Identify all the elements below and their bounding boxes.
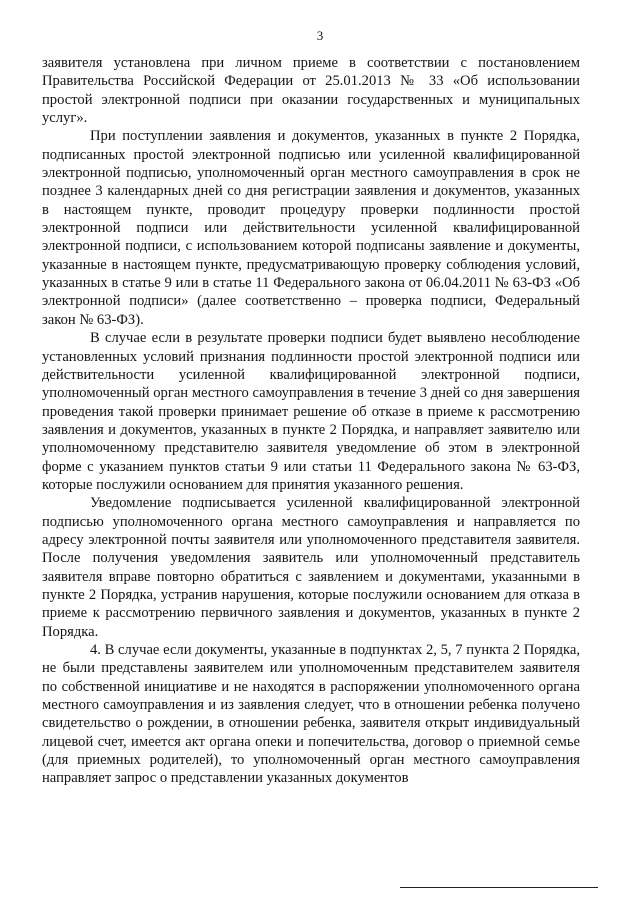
paragraph-4: Уведомление подписывается усиленной квалифицированной электронной подписью уполномоченного органа местного самоуправления и направляется по адресу электронной почты заявителя или уполномоченного представителя заявителя. После получения уведомления заявитель или уполномоченный представитель заявителя вправе повторно обратиться с заявлением и документами, указанными в пункте 2 Порядка, устранив нарушения, которые послужили основанием для отказа в приеме к рассмотрению первичного заявления и документов, указанных в пункте 2 Порядка. — [42, 495, 580, 640]
document-body — [42, 54, 580, 788]
paragraph-3: В случае если в результате проверки подписи будет выявлено несоблюдение установленных условий признания подлинности простой электронной подписи или действительности усиленной квалифицированной электронной подписи, уполномоченный орган местного самоуправления в течение 3 дней со дня завершения проведения такой проверки принимает решение об отказе в приеме к рассмотрению заявления и документов, указанных в пункте 2 Порядка, и направляет заявителю или уполномоченному представителю заявителя уведомление об этом в электронной форме с указанием пунктов статьи 9 или статьи 11 Федерального закона № 63-ФЗ, которые послужили основанием для принятия указанного решения. — [42, 330, 580, 493]
paragraph-5: 4. В случае если документы, указанные в подпунктах 2, 5, 7 пункта 2 Порядка, не были представлены заявителем или уполномоченным представителем заявителя по собственной инициативе и не находятся в распоряжении уполномоченного органа местного самоуправления и из заявления следует, что в отношении ребенка получено свидетельство о рождении, в отношении ребенка, заявителя открыт индивидуальный лицевой счет, имеется акт органа опеки и попечительства, договор о приемной семье (для приемных родителей), то уполномоченный орган местного самоуправления направляет запрос о представлении указанных документов — [42, 642, 580, 787]
footer-rule — [400, 887, 598, 888]
paragraph-2: При поступлении заявления и документов, указанных в пункте 2 Порядка, подписанных простой электронной подписью или усиленной квалифицированной электронной подписью, уполномоченный орган местного самоуправления в срок не позднее 3 календарных дней со дня регистрации заявления и документов, указанных в настоящем пункте, проводит процедуру проверки подлинности простой электронной подписи или действительности усиленной квалифицированной электронной подписи, с использованием которой подписаны заявление и документы, указанные в настоящем пункте, предусматривающую проверку соблюдения условий, указанных в статье 9 или в статье 11 Федерального закона от 06.04.2011 № 63-ФЗ «Об электронной подписи» (далее соответственно – проверка подписи, Федеральный закон № 63-ФЗ). — [42, 128, 580, 328]
page-number: 3 — [316, 28, 324, 43]
paragraph-1: заявителя установлена при личном приеме в соответствии с постановлением Правительства Российской Федерации от 25.01.2013 № 33 «Об использовании простой электронной подписи при оказании государственных и муниципальных услуг». — [42, 55, 580, 127]
